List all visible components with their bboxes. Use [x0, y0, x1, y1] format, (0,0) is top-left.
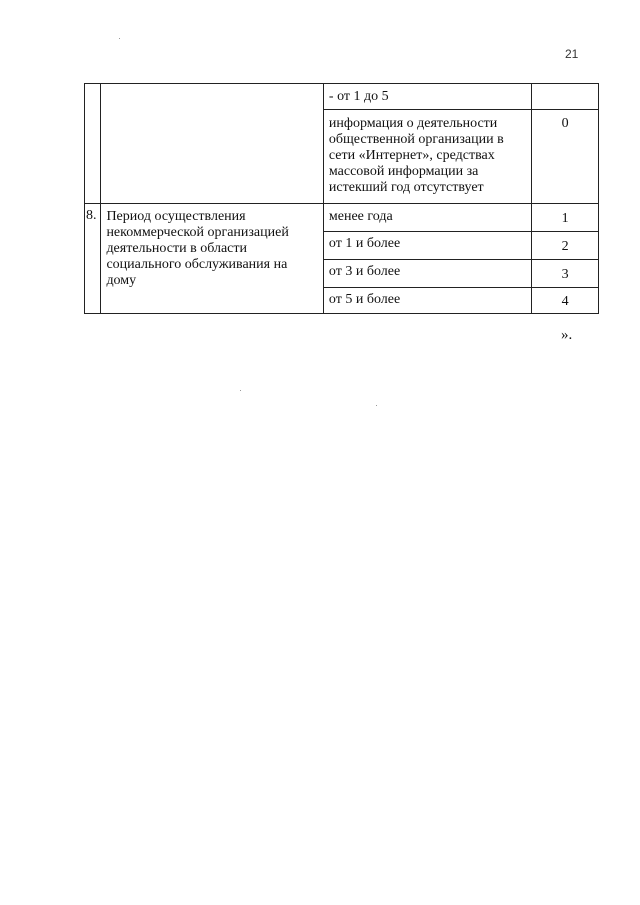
table-row	[85, 204, 599, 232]
scan-speck	[376, 405, 377, 406]
criterion-cell: Период осуществления некоммерческой организацией деятельности в области социального обслуживания на дому	[101, 204, 323, 314]
table-row	[85, 84, 599, 110]
score-cell: 3	[532, 260, 599, 288]
scan-speck	[240, 390, 241, 391]
option-cell: от 5 и более	[323, 288, 531, 314]
score-cell: 0	[532, 110, 599, 204]
page-number: 21	[565, 47, 579, 61]
score-cell: 2	[532, 232, 599, 260]
option-cell: менее года	[323, 204, 531, 232]
score-cell: 4	[532, 288, 599, 314]
criteria-table	[84, 83, 599, 314]
score-cell: 1	[532, 204, 599, 232]
option-cell: - от 1 до 5	[323, 84, 531, 110]
scan-speck	[119, 38, 120, 39]
row-number-cell: 8.	[85, 204, 101, 314]
option-cell: информация о деятельности общественной организации в сети «Интернет», средствах массовой информации за истекший год отсутствует	[323, 110, 531, 204]
closing-quote: ».	[561, 327, 573, 343]
row-number-cell	[85, 84, 101, 204]
option-cell: от 3 и более	[323, 260, 531, 288]
criterion-cell	[101, 84, 323, 204]
score-cell	[532, 84, 599, 110]
option-cell: от 1 и более	[323, 232, 531, 260]
